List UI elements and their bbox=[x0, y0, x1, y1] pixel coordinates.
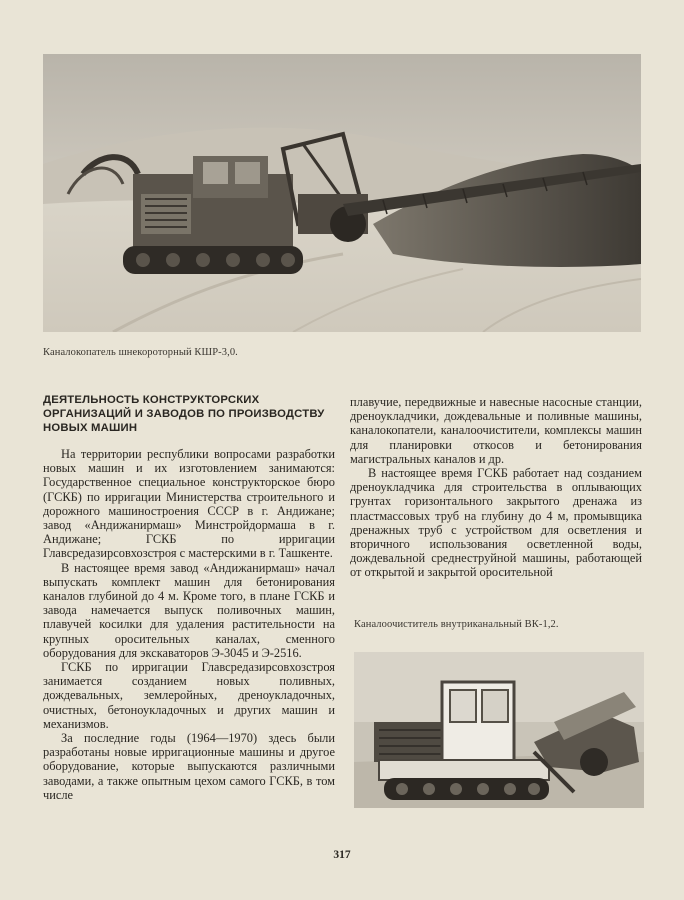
channel-cleaner-photo bbox=[354, 652, 644, 808]
right-column bbox=[350, 395, 642, 580]
trencher-photo bbox=[43, 54, 641, 332]
bottom-photo-caption: Каналоочиститель внутриканальный ВК-1,2. bbox=[354, 619, 559, 630]
top-photo-caption: Каналокопатель шнекороторный КШР-3,0. bbox=[43, 347, 238, 358]
paragraph: За последние годы (1964—1970) здесь были разработаны новые ирригационные машины и другое оборудование, которые выпускаются различными заводами, а также опытным цехом самого ГСКБ, в том числе bbox=[43, 731, 335, 802]
paragraph: В настоящее время ГСКБ работает над созданием дреноукладчика для строительства в оплывающих грунтах горизонтального закрытого дренажа из пластмассовых труб на глубину до 4 м, промывщика дренажных труб с устройством для осветления и вторичного использования осветленной воды, дождевальной среднеструйной машины, работающей от открытой и закрытой оросительной bbox=[350, 466, 642, 580]
paragraph: ГСКБ по ирригации Главсредазирсовхозстроя занимается созданием новых поливных, дождевальных, землеройных, дреноукладочных, очистных, бетоноукладочных и других машин и механизмов. bbox=[43, 660, 335, 731]
left-column bbox=[43, 393, 335, 802]
article-heading: ДЕЯТЕЛЬНОСТЬ КОНСТРУКТОРСКИХ ОРГАНИЗАЦИЙ И ЗАВОДОВ ПО ПРОИЗВОДСТВУ НОВЫХ МАШИН bbox=[43, 394, 325, 434]
paragraph-continued: плавучие, передвижные и навесные насосные станции, дреноукладчики, дождевальные и поливные машины, каналокопатели, каналоочистители, комплексы машин для планировки откосов и бетонирования магистральных каналов и др. bbox=[350, 395, 642, 466]
page-number: 317 bbox=[333, 849, 351, 861]
paragraph: На территории республики вопросами разработки новых машин и их изготовлением занимаются: Государственное специальное конструкторское бюро (ГСКБ) по ирригации Министерства строительного и дорожного машиностроения СССР в г. Андижане; завод «Андижанирмаш» Минстройдормаша в г. Андижане; ГСКБ по ирригации Главсредазирсовхозстроя с мастерскими в г. Ташкенте. bbox=[43, 447, 335, 561]
paragraph: В настоящее время завод «Андижанирмаш» начал выпускать комплект машин для бетонирования каналов глубиной до 4 м. Кроме того, в плане ГСКБ и завода намечается выпуск поливочных машин, плавучей косилки для удаления растительности на крупных оросительных каналах, сменного оборудования для экскаваторов Э-3045 и Э-2516. bbox=[43, 560, 335, 660]
